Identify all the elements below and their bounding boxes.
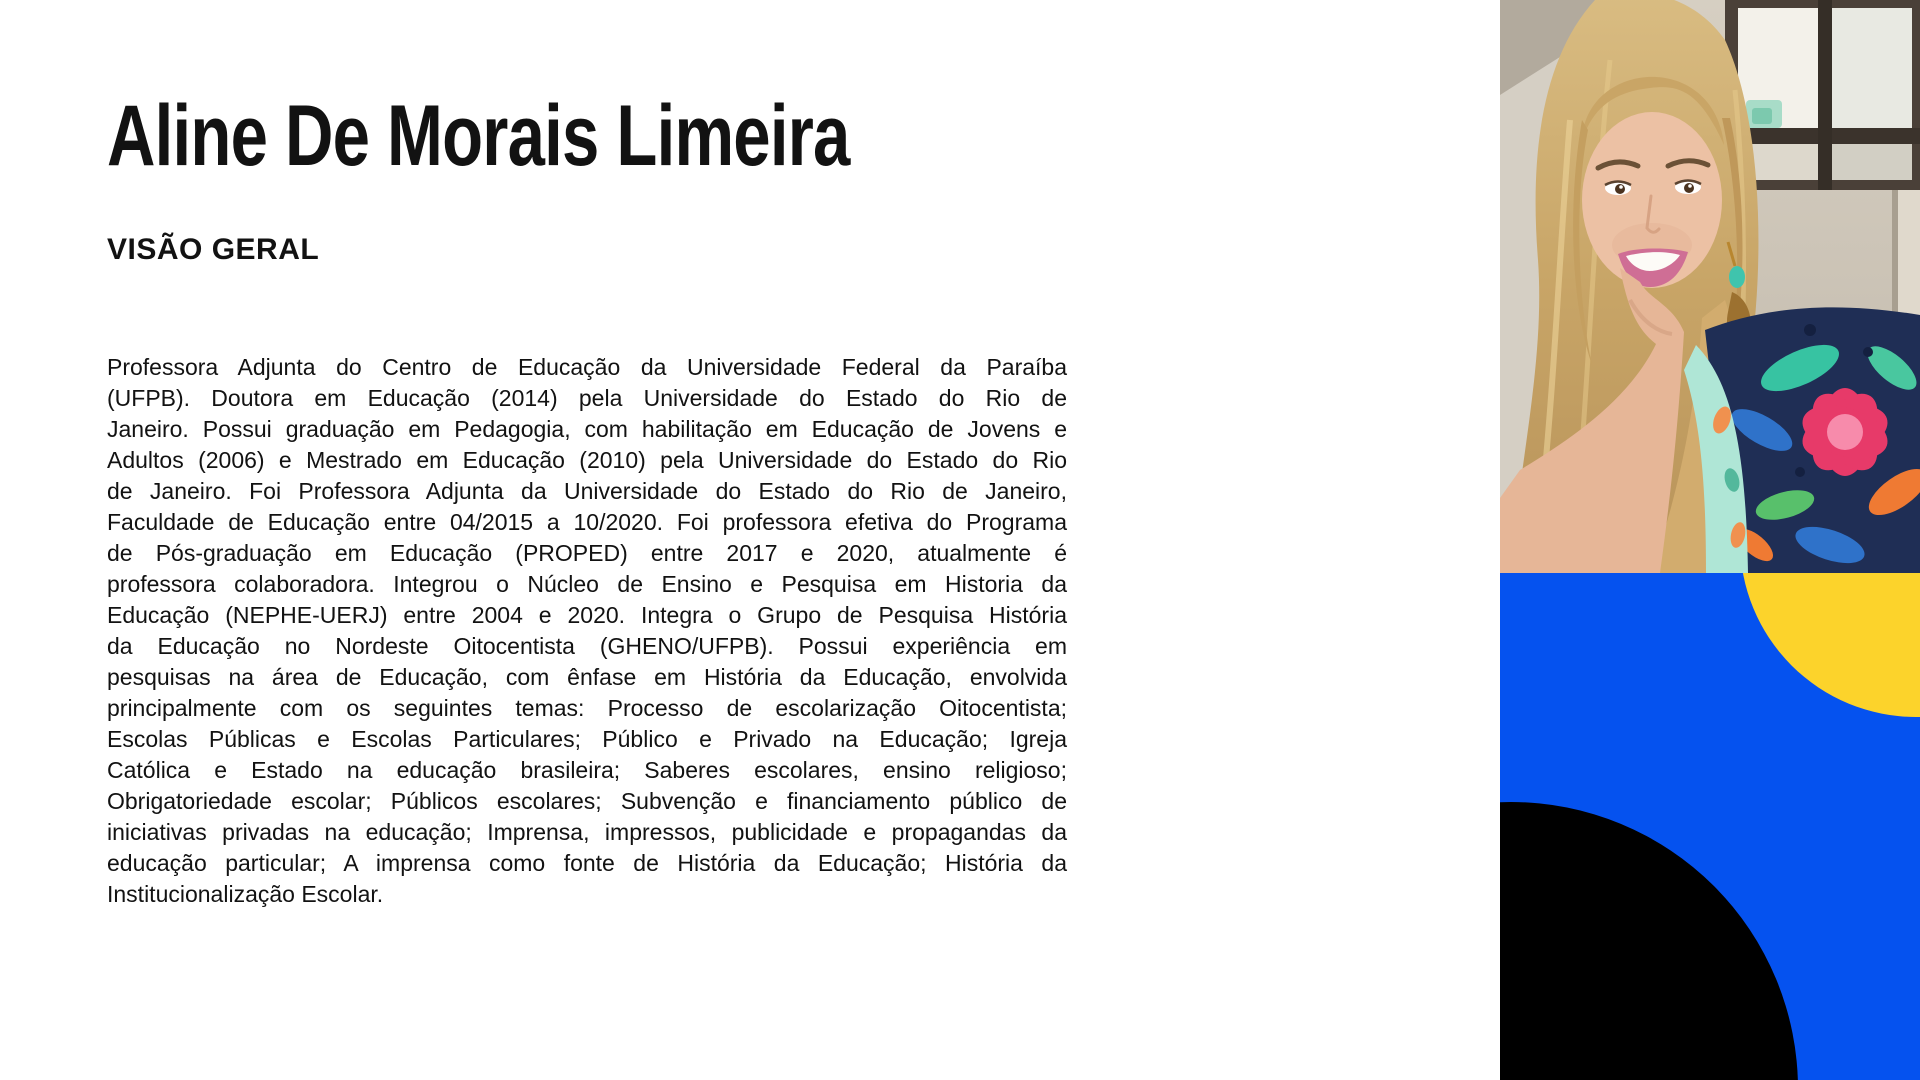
bio-line: Faculdade de Educação entre 04/2015 a 10/2020. Foi professora efetiva do Programa (107, 509, 1067, 535)
bio-line: educação particular; A imprensa como fonte de História da Educação; História da (107, 850, 1067, 876)
bio-line: Institucionalização Escolar. (107, 881, 384, 907)
bio-line: principalmente com os seguintes temas: Processo de escolarização Oitocentista; (107, 695, 1067, 721)
bio-line: da Educação no Nordeste Oitocentista (GHENO/UFPB). Possui experiência em (107, 633, 1067, 659)
page-title: Aline De Morais Limeira (107, 88, 850, 184)
bio-line: Obrigatoriedade escolar; Públicos escolares; Subvenção e financiamento público de (107, 788, 1067, 814)
bio-line: Católica e Estado na educação brasileira; Saberes escolares, ensino religioso; (107, 757, 1067, 783)
bio-line: professora colaboradora. Integrou o Núcleo de Ensino e Pesquisa em Historia da (107, 571, 1067, 597)
bio-line: de Pós-graduação em Educação (PROPED) entre 2017 e 2020, atualmente é (107, 540, 1067, 566)
bio-paragraph (107, 352, 1067, 910)
bio-line: de Janeiro. Foi Professora Adjunta da Universidade do Estado do Rio de Janeiro, (107, 478, 1067, 504)
bio-line: (UFPB). Doutora em Educação (2014) pela Universidade do Estado do Rio de (107, 385, 1067, 411)
bio-line: Janeiro. Possui graduação em Pedagogia, com habilitação em Educação de Jovens e (107, 416, 1067, 442)
portrait-illustration (1500, 0, 1920, 573)
bio-line: Educação (NEPHE-UERJ) entre 2004 e 2020. Integra o Grupo de Pesquisa História (107, 602, 1067, 628)
section-heading: VISÃO GERAL (107, 233, 320, 266)
bio-line: Escolas Públicas e Escolas Particulares; Público e Privado na Educação; Igreja (107, 726, 1067, 752)
blue-panel-decoration (1500, 573, 1920, 1080)
bio-line: pesquisas na área de Educação, com ênfase em História da Educação, envolvida (107, 664, 1067, 690)
black-circle-decoration (1500, 802, 1798, 1080)
yellow-circle-decoration (1740, 573, 1920, 717)
profile-photo (1500, 0, 1920, 573)
bio-line: Professora Adjunta do Centro de Educação da Universidade Federal da Paraíba (107, 354, 1067, 380)
bio-line: iniciativas privadas na educação; Imprensa, impressos, publicidade e propagandas da (107, 819, 1067, 845)
bio-line: Adultos (2006) e Mestrado em Educação (2010) pela Universidade do Estado do Rio (107, 447, 1067, 473)
